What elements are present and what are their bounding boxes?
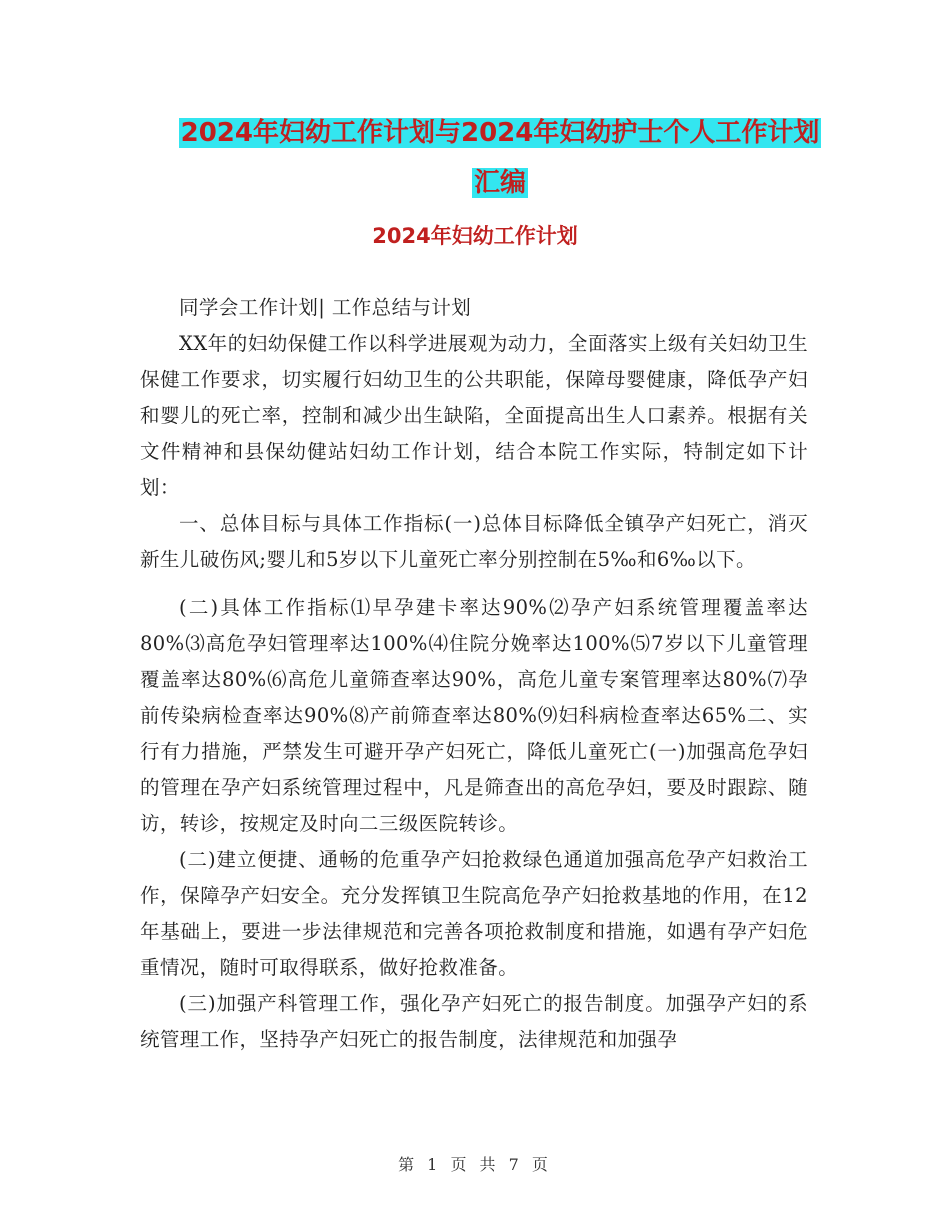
paragraph-1: 同学会工作计划| 工作总结与计划 xyxy=(179,296,472,319)
document-body xyxy=(140,290,808,1058)
page-footer: 第 1 页 共 7 页 xyxy=(398,1155,552,1174)
paragraph-2: XX年的妇幼保健工作以科学进展观为动力，全面落实上级有关妇幼卫生保健工作要求，切实履行妇幼卫生的公共职能，保障母婴健康，降低孕产妇和婴儿的死亡率，控制和减少出生缺陷，全面提高出生人口素养。根据有关文件精神和县保幼健站妇幼工作计划，结合本院工作实际，特制定如下计划： xyxy=(140,332,808,499)
paragraph-3: 一、总体目标与具体工作指标(一)总体目标降低全镇孕产妇死亡，消灭新生儿破伤风;婴儿和5岁以下儿童死亡率分别控制在5‰和6‰以下。 xyxy=(140,512,808,571)
document-title-line1: 2024年妇幼工作计划与2024年妇幼护士个人工作计划 xyxy=(180,118,820,148)
paragraph-4: (二)具体工作指标⑴早孕建卡率达90%⑵孕产妇系统管理覆盖率达80%⑶高危孕妇管理率达100%⑷住院分娩率达100%⑸7岁以下儿童管理覆盖率达80%⑹高危儿童筛查率达90%，高危儿童专案管理率达80%⑺孕前传染病检查率达90%⑻产前筛查率达80%⑼妇科病检查率达65%二、实行有力措施，严禁发生可避开孕产妇死亡，降低儿童死亡(一)加强高危孕妇的管理在孕产妇系统管理过程中，凡是筛查出的高危孕妇，要及时跟踪、随访，转诊，按规定及时向二三级医院转诊。 xyxy=(140,596,808,835)
paragraph-6: (三)加强产科管理工作，强化孕产妇死亡的报告制度。加强孕产妇的系统管理工作，坚持孕产妇死亡的报告制度，法律规范和加强孕 xyxy=(140,992,808,1051)
section-title: 2024年妇幼工作计划 xyxy=(372,224,578,248)
paragraph-5: (二)建立便捷、通畅的危重孕产妇抢救绿色通道加强高危孕产妇救治工作，保障孕产妇安全。充分发挥镇卫生院高危孕产妇抢救基地的作用，在12年基础上，要进一步法律规范和完善各项抢救制度和措施，如遇有孕产妇危重情况，随时可取得联系，做好抢救准备。 xyxy=(140,848,808,979)
document-title xyxy=(140,108,860,208)
document-title-line2: 汇编 xyxy=(473,168,526,198)
